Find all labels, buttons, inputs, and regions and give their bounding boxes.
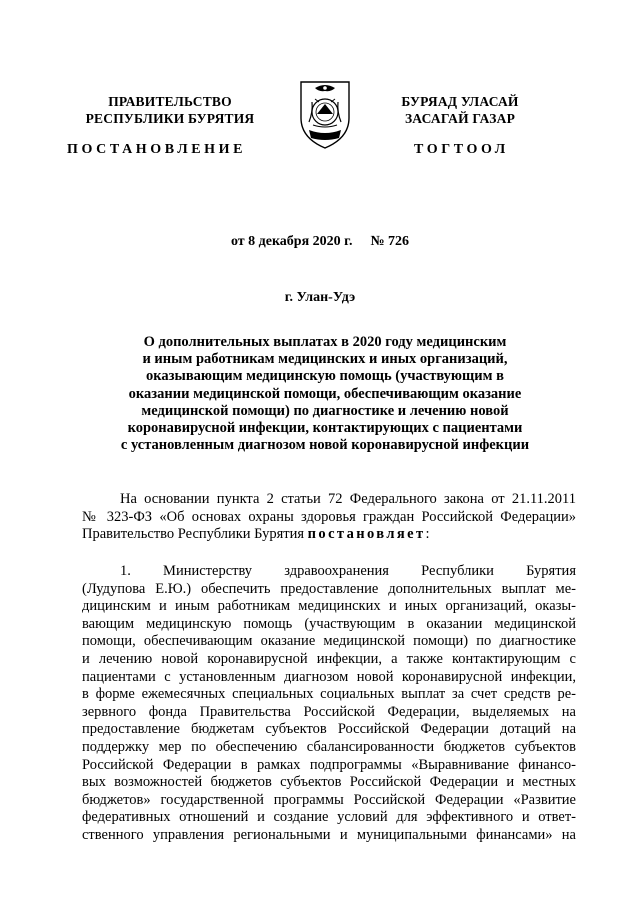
item-line: предоставление бюджетам субъектов Российской Федерации дотаций на — [82, 721, 576, 738]
item-line: зервного фонда Правительства Российской Федерации, выделяемых на — [82, 703, 576, 720]
item-line: (Лудупова Е.Ю.) обеспечить предоставление дополнительных выплат ме- — [82, 580, 576, 597]
item-line: вых возможностей бюджетов субъектов Российской Федерации и местных — [82, 774, 576, 791]
header-left-line2: РЕСПУБЛИКИ БУРЯТИЯ — [85, 111, 255, 126]
item-line: ственного управления региональными и муниципальными финансами» на — [82, 826, 576, 843]
item-line: и лечению новой коронавирусной инфекции, а также контактирующим с — [82, 650, 576, 667]
title-line: О дополнительных выплатах в 2020 году медицинским — [143, 334, 507, 350]
item-line: помощи, обеспечивающим оказание медицинской помощи) по диагностике — [82, 633, 576, 650]
doc-type-buryat: ТОГТООЛ — [414, 142, 509, 157]
header-right-line1: БУРЯАД УЛАСАЙ — [401, 94, 519, 109]
header-right-line2: ЗАСАГАЙ ГАЗАР — [404, 111, 516, 126]
coat-of-arms-icon — [295, 78, 355, 150]
preamble-suffix: : — [425, 526, 430, 543]
title-line: коронавирусной инфекции, контактирующих с пациентами — [127, 420, 523, 437]
preamble-paragraph — [82, 491, 576, 544]
header-left-line1: ПРАВИТЕЛЬСТВО — [108, 94, 232, 109]
preamble-line: № 323-ФЗ «Об основах охраны здоровья граждан Российской Федерации» — [82, 508, 576, 525]
item-line: федеративных отношений и создание условий для эффективного и ответ- — [82, 809, 576, 826]
item-line: дицинским и иным работникам медицинских и иных организаций, оказы- — [82, 598, 576, 615]
document-city: г. Улан-Удэ — [284, 290, 356, 305]
document-date: от 8 декабря 2020 г. — [230, 234, 353, 249]
decree-keyword: постановляет — [307, 526, 426, 543]
item-line: вающим медицинскую помощь (участвующим в оказании медицинской — [82, 615, 576, 632]
date-number-line — [0, 234, 640, 250]
preamble-prefix: Правительство Республики Бурятия — [82, 526, 305, 543]
document-number: № 726 — [370, 234, 410, 249]
title-line: и иным работникам медицинских и иных организаций, — [142, 351, 508, 368]
item-line: пациентами с установленным диагнозом новой коронавирусной инфекции, — [82, 668, 576, 685]
document-title — [90, 334, 560, 454]
title-line: медицинской помощи) по диагностике и лечению новой — [141, 402, 509, 419]
item-line: в форме ежемесячных специальных социальных выплат за счет средств ре- — [82, 686, 576, 703]
title-line: с установленным диагнозом новой коронавирусной инфекции — [120, 437, 530, 454]
item-line: Российской Федерации в рамках подпрограммы «Выравнивание финансо- — [82, 756, 576, 773]
item-1-paragraph — [82, 563, 576, 845]
doc-type-russian: ПОСТАНОВЛЕНИЕ — [67, 142, 247, 157]
item-line: 1. Министерству здравоохранения Республики Бурятия — [120, 563, 576, 579]
title-line: оказывающим медицинскую помощь (участвующим в — [146, 368, 504, 385]
item-line: поддержку мер по обеспечению сбалансированности бюджетов субъектов — [82, 738, 576, 755]
preamble-line — [82, 526, 576, 544]
preamble-line: На основании пункта 2 статьи 72 Федерального закона от 21.11.2011 — [120, 491, 576, 507]
item-line: бюджетов» государственной программы Российской Федерации «Развитие — [82, 791, 576, 808]
title-line: оказании медицинской помощи, обеспечивающим оказание — [128, 385, 522, 402]
header-left — [60, 93, 280, 127]
header-right — [370, 93, 550, 127]
